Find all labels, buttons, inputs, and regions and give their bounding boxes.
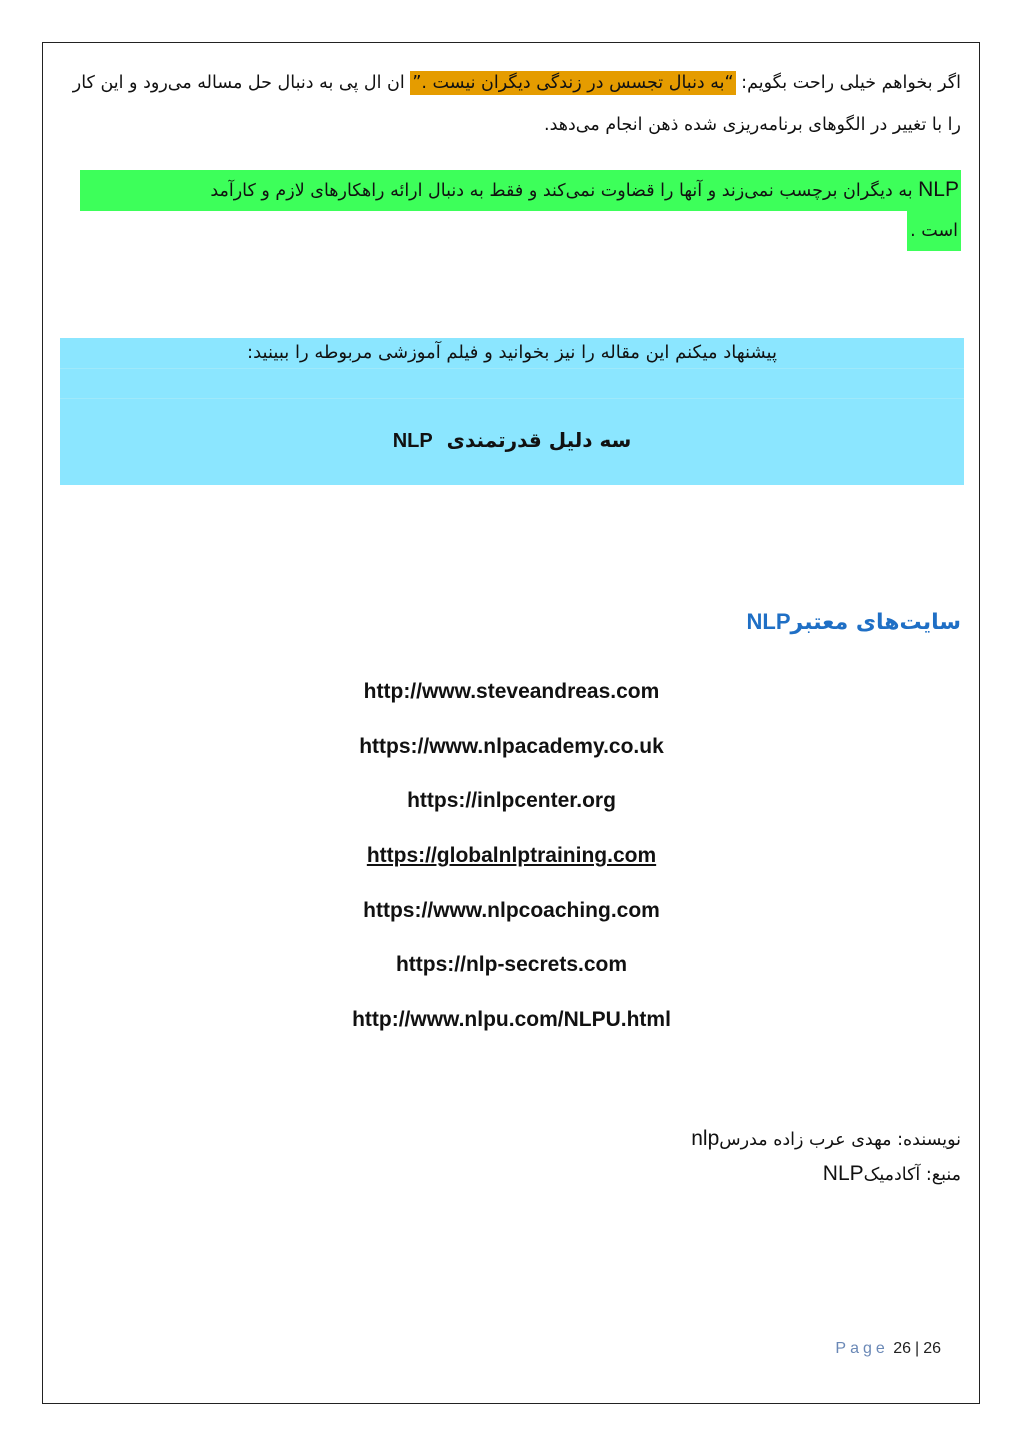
highlighted-paragraph	[80, 170, 961, 251]
site-link-text[interactable]: https://globalnlptraining.com	[366, 844, 657, 868]
page-footer	[835, 1340, 941, 1358]
author-line	[691, 1122, 961, 1157]
site-link[interactable]	[0, 839, 1023, 894]
sites-heading	[747, 604, 961, 641]
highlighted-quote: “به دنبال تجسس در زندگی دیگران نیست .”	[412, 73, 734, 93]
box-divider	[60, 398, 964, 399]
intro-text-end: ان ال پی به دنبال حل مساله می‌رود و این کار را با تغییر در الگوهای برنامه‌ریزی شده ذهن انجام می‌دهد.	[72, 73, 961, 135]
site-link[interactable]	[0, 675, 1023, 730]
recommended-article-link[interactable]	[60, 425, 964, 456]
site-link[interactable]	[0, 1003, 1023, 1058]
source-label: منبع: آکادمیک	[863, 1165, 961, 1185]
source-line	[691, 1157, 961, 1192]
author-label: نویسنده: مهدی عرب زاده مدرس	[719, 1130, 961, 1150]
sites-heading-fa: سایت‌های معتبر	[790, 610, 961, 635]
intro-text-start: اگر بخواهم خیلی راحت بگویم:	[735, 73, 961, 93]
sites-heading-latin: NLP	[746, 609, 791, 634]
credits	[691, 1122, 961, 1192]
site-link-text[interactable]: https://nlp-secrets.com	[395, 953, 628, 977]
site-link-text[interactable]: https://www.nlpacademy.co.uk	[359, 734, 664, 758]
green-line-1-text: به دیگران برچسب نمی‌زند و آنها را قضاوت نمی‌کند و فقط به دنبال ارائه راهکارهای لازم و کارآمد	[210, 181, 919, 201]
nlp-term: NLP	[918, 178, 959, 201]
site-link[interactable]	[0, 784, 1023, 839]
page-separator: |	[915, 1340, 920, 1357]
site-link[interactable]	[0, 894, 1023, 949]
page-current: 26	[893, 1340, 912, 1357]
author-latin: nlp	[691, 1127, 720, 1150]
sites-list	[0, 675, 1023, 1058]
site-link[interactable]	[0, 730, 1023, 785]
article-title-fa: سه دلیل قدرتمندی	[446, 428, 632, 452]
site-link[interactable]	[0, 948, 1023, 1003]
page-word: Page	[835, 1340, 889, 1357]
paragraph-intro	[70, 62, 961, 146]
recommendation-text: پیشنهاد میکنم این مقاله را نیز بخوانید و فیلم آموزشی مربوطه را ببینید:	[60, 338, 964, 369]
site-link-text[interactable]: http://www.steveandreas.com	[363, 680, 660, 703]
green-line-1	[80, 170, 961, 211]
site-link-text[interactable]: https://www.nlpcoaching.com	[363, 898, 660, 922]
recommendation-box	[60, 338, 964, 485]
site-link-text[interactable]: https://inlpcenter.org	[407, 789, 616, 813]
source-latin: NLP	[822, 1162, 864, 1185]
site-link-text[interactable]: http://www.nlpu.com/NLPU.html	[352, 1008, 671, 1032]
page-total: 26	[923, 1340, 941, 1357]
article-title-latin: NLP	[392, 430, 433, 452]
green-line-2: است .	[907, 211, 961, 251]
